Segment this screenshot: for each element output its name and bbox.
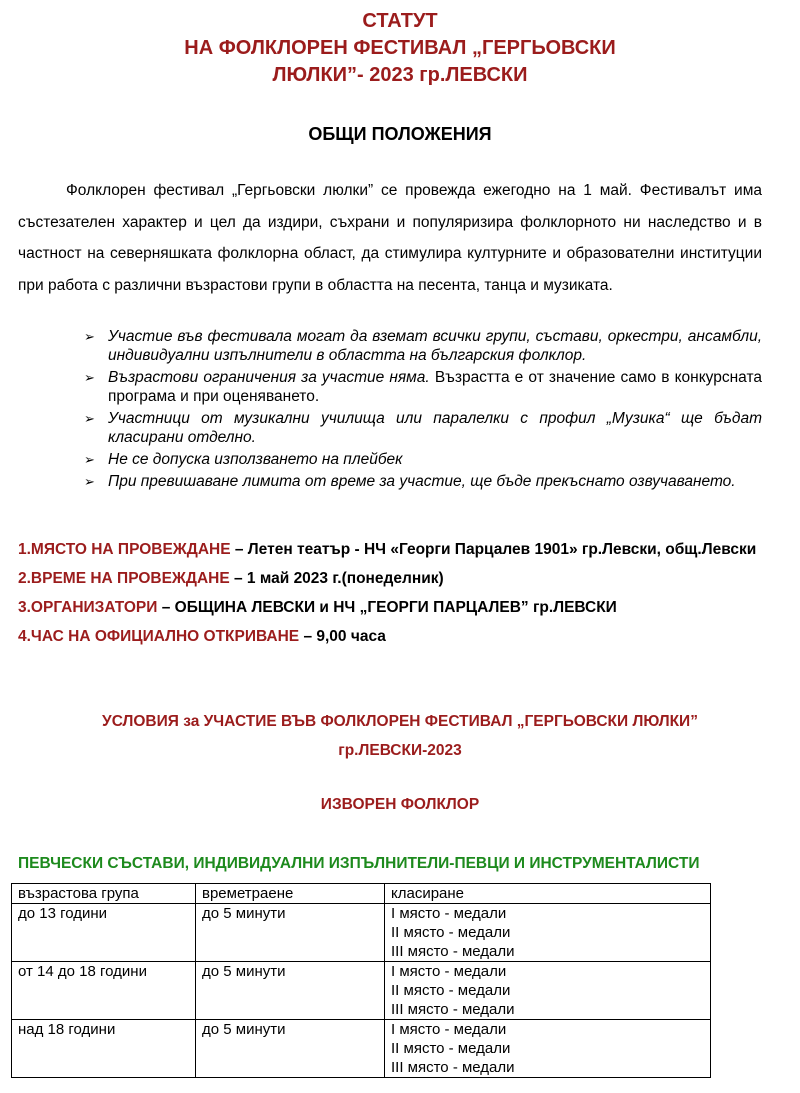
cell-ranking	[385, 904, 711, 962]
folklore-heading: ИЗВОРЕН ФОЛКЛОР	[320, 796, 480, 813]
ranking-line: III място - медали	[391, 1001, 515, 1018]
conditions-heading	[0, 707, 800, 765]
arrow-bullet-icon: ➢	[84, 452, 95, 467]
document-title-line-3: ЛЮЛКИ”- 2023 гр.ЛЕВСКИ	[272, 64, 528, 86]
info-label: 4.ЧАС НА ОФИЦИАЛНО ОТКРИВАНЕ	[18, 628, 300, 645]
event-info	[18, 535, 762, 651]
general-provisions-heading: ОБЩИ ПОЛОЖЕНИЯ	[308, 124, 492, 144]
list-item-text: Възрастови ограничения за участие няма.	[108, 369, 430, 386]
intro-paragraph-text: Фолклорен фестивал „Гергьовски люлки” се провежда ежегодно на 1 май. Фестивалът има състезателен характер и цел да издири, съхрани и популяризира фолклорното ни наследство и в частност на северняшката фолклорна област, да стимулира културните и образователни институции при работа с различни възрастови групи в областта на песента, танца и музиката.	[18, 182, 762, 294]
column-header-duration: времетраене	[196, 884, 385, 904]
cell-age-group: от 14 до 18 години	[12, 962, 196, 1020]
list-item	[84, 450, 762, 469]
arrow-bullet-icon: ➢	[84, 370, 95, 385]
info-date	[18, 564, 762, 593]
classification-table	[11, 883, 711, 1078]
conditions-heading-line-1: УСЛОВИЯ за УЧАСТИЕ ВЪВ ФОЛКЛОРЕН ФЕСТИВАЛ „ГЕРГЬОВСКИ ЛЮЛКИ”	[102, 713, 698, 730]
cell-ranking	[385, 1020, 711, 1078]
list-item	[84, 327, 762, 365]
arrow-bullet-icon: ➢	[84, 474, 95, 489]
info-value: – ОБЩИНА ЛЕВСКИ и НЧ „ГЕОРГИ ПАРЦАЛЕВ” гр.ЛЕВСКИ	[157, 599, 617, 616]
info-organizers	[18, 593, 762, 622]
ranking-line: I място - медали	[391, 963, 507, 980]
info-opening-time	[18, 622, 762, 651]
cell-ranking	[385, 962, 711, 1020]
cell-age-group: над 18 години	[12, 1020, 196, 1078]
conditions-heading-line-2: гр.ЛЕВСКИ-2023	[338, 742, 462, 759]
table-row	[12, 962, 711, 1020]
ranking-line: III място - медали	[391, 943, 515, 960]
info-value: – Летен театър - НЧ «Георги Парцалев 1901» гр.Левски, общ.Левски	[230, 541, 757, 558]
list-item-text: Участници от музикални училища или паралелки с профил „Музика“ ще бъдат класирани отделно.	[108, 410, 762, 446]
arrow-bullet-icon: ➢	[84, 411, 95, 426]
info-value: – 9,00 часа	[299, 628, 386, 645]
column-header-age-group: възрастова група	[12, 884, 196, 904]
ranking-line: II място - медали	[391, 924, 511, 941]
info-label: 2.ВРЕМЕ НА ПРОВЕЖДАНЕ	[18, 570, 230, 587]
info-venue	[18, 535, 762, 564]
table-row	[12, 1020, 711, 1078]
ranking-line: III място - медали	[391, 1059, 515, 1076]
document-title-line-1: СТАТУТ	[362, 10, 438, 32]
info-label: 1.МЯСТО НА ПРОВЕЖДАНЕ	[18, 541, 231, 558]
column-header-ranking: класиране	[385, 884, 711, 904]
category-heading: ПЕВЧЕСКИ СЪСТАВИ, ИНДИВИДУАЛНИ ИЗПЪЛНИТЕЛИ-ПЕВЦИ И ИНСТРУМЕНТАЛИСТИ	[18, 855, 700, 872]
ranking-line: II място - медали	[391, 982, 511, 999]
document-title-line-2: НА ФОЛКЛОРЕН ФЕСТИВАЛ „ГЕРГЬОВСКИ	[184, 37, 616, 59]
arrow-bullet-icon: ➢	[84, 329, 95, 344]
ranking-line: I място - медали	[391, 905, 507, 922]
list-item-text: Участие във фестивала могат да вземат всички групи, състави, оркестри, ансамбли, индивидуални изпълнители в областта на българския фолклор.	[108, 328, 762, 364]
list-item-text: При превишаване лимита от време за участие, ще бъде прекъснато озвучаването.	[108, 473, 736, 490]
list-item	[84, 368, 762, 406]
table-row	[12, 904, 711, 962]
rules-list	[84, 327, 762, 494]
list-item	[84, 409, 762, 447]
ranking-line: II място - медали	[391, 1040, 511, 1057]
list-item-text: Не се допуска използването на плейбек	[108, 451, 403, 468]
list-item-text-plain: Възрастта е от значение само в конкурсната програма и при оценяването.	[108, 369, 763, 405]
cell-duration: до 5 минути	[196, 904, 385, 962]
ranking-line: I място - медали	[391, 1021, 507, 1038]
list-item	[84, 472, 762, 491]
table-header-row	[12, 884, 711, 904]
cell-age-group: до 13 години	[12, 904, 196, 962]
info-value: – 1 май 2023 г.(понеделник)	[229, 570, 444, 587]
cell-duration: до 5 минути	[196, 962, 385, 1020]
cell-duration: до 5 минути	[196, 1020, 385, 1078]
info-label: 3.ОРГАНИЗАТОРИ	[18, 599, 158, 616]
intro-paragraph	[18, 175, 762, 301]
